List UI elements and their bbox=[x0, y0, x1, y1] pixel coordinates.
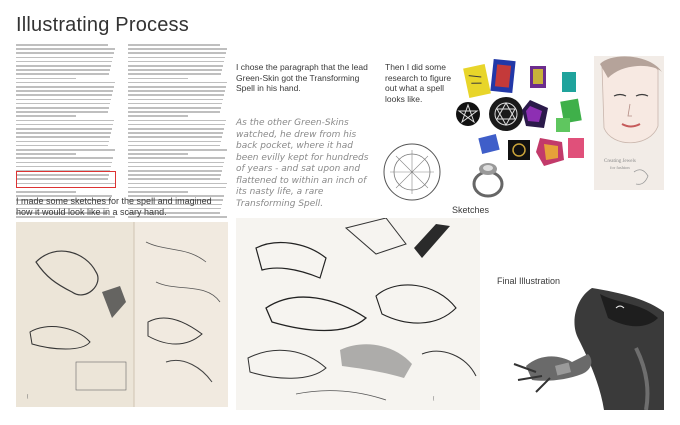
book-text-line bbox=[128, 90, 225, 92]
book-text-line bbox=[128, 52, 226, 54]
book-text-line bbox=[16, 107, 109, 109]
book-text-line bbox=[16, 90, 113, 92]
sketch-intro-caption: I made some sketches for the spell and imagined how it would look like in a scary hand. bbox=[16, 196, 212, 217]
book-text-line bbox=[128, 86, 226, 88]
book-text-line bbox=[128, 94, 224, 96]
page-title: Illustrating Process bbox=[16, 14, 189, 36]
book-text-line bbox=[128, 69, 222, 71]
book-text-line bbox=[128, 132, 223, 134]
book-text-line bbox=[128, 115, 188, 117]
book-text-line bbox=[128, 120, 226, 122]
book-text-line bbox=[128, 141, 221, 143]
book-text-line bbox=[128, 111, 220, 113]
book-text-line bbox=[128, 61, 224, 63]
book-text-line bbox=[128, 187, 226, 189]
sketch-notebook-left bbox=[16, 222, 228, 407]
book-text-line bbox=[16, 86, 114, 88]
book-text-line bbox=[128, 178, 220, 180]
book-text-line bbox=[128, 170, 222, 172]
book-text-line bbox=[16, 65, 111, 67]
svg-text:for fashion: for fashion bbox=[610, 165, 630, 170]
book-text-line bbox=[16, 52, 114, 54]
svg-text:(: ( bbox=[26, 394, 30, 400]
book-text-line bbox=[128, 44, 220, 46]
book-text-line bbox=[16, 162, 112, 164]
book-text-line bbox=[128, 57, 225, 59]
spell-research-collage bbox=[380, 56, 596, 212]
book-text-line bbox=[16, 145, 108, 147]
sketch-page-middle bbox=[236, 218, 480, 410]
paragraph-caption: I chose the paragraph that the lead Green-Skin got the Transforming Spell in his hand. bbox=[236, 62, 368, 93]
book-text-line bbox=[128, 78, 188, 80]
sketches-label: Sketches bbox=[452, 205, 490, 215]
book-text-line bbox=[16, 132, 111, 134]
reference-face-illustration bbox=[594, 56, 664, 190]
book-text-line bbox=[16, 78, 76, 80]
book-text-line bbox=[16, 44, 108, 46]
book-text-line bbox=[128, 128, 224, 130]
book-spread-image bbox=[16, 44, 228, 220]
book-text-line bbox=[16, 73, 109, 75]
book-text-line bbox=[16, 128, 112, 130]
book-text-line bbox=[128, 145, 220, 147]
book-text-line bbox=[16, 82, 115, 84]
book-text-line bbox=[128, 103, 222, 105]
final-illustration-image bbox=[496, 288, 664, 410]
svg-text:(: ( bbox=[432, 396, 436, 402]
book-text-line bbox=[16, 115, 76, 117]
book-page-left bbox=[16, 44, 116, 220]
book-text-line bbox=[128, 136, 222, 138]
book-text-line bbox=[16, 111, 108, 113]
book-text-line bbox=[128, 73, 221, 75]
book-text-line bbox=[16, 124, 113, 126]
book-text-line bbox=[16, 61, 112, 63]
svg-text:Creating Jewels: Creating Jewels bbox=[604, 159, 636, 164]
book-text-line bbox=[16, 69, 110, 71]
book-text-line bbox=[16, 149, 115, 151]
book-text-line bbox=[128, 166, 223, 168]
book-text-line bbox=[128, 82, 227, 84]
book-text-line bbox=[128, 99, 223, 101]
book-text-line bbox=[128, 157, 225, 159]
book-text-line bbox=[16, 103, 110, 105]
book-text-line bbox=[128, 124, 225, 126]
highlighted-paragraph bbox=[16, 171, 116, 188]
book-text-line bbox=[128, 107, 221, 109]
book-text-line bbox=[128, 162, 224, 164]
book-text-line bbox=[16, 153, 76, 155]
book-text-line bbox=[16, 136, 110, 138]
final-illustration-label: Final Illustration bbox=[497, 276, 561, 286]
book-page-right bbox=[128, 44, 228, 220]
book-text-line bbox=[16, 141, 109, 143]
research-caption: Then I did some research to figure out what a spell looks like. bbox=[385, 62, 452, 104]
book-text-line bbox=[128, 65, 223, 67]
book-text-line bbox=[16, 48, 115, 50]
book-text-line bbox=[128, 191, 188, 193]
book-text-line bbox=[16, 94, 112, 96]
quote-text: As the other Green-Skins watched, he drew from his back pocket, where it had been evilly kept for hundreds of years - and sat upon and flattened to within an inch of its nasty life, a rare Transforming Spell. bbox=[236, 118, 369, 209]
book-text-line bbox=[128, 174, 221, 176]
book-text-line bbox=[16, 157, 113, 159]
book-text-line bbox=[16, 99, 111, 101]
book-text-line bbox=[16, 120, 114, 122]
book-text-line bbox=[128, 153, 188, 155]
book-text-line bbox=[16, 191, 76, 193]
book-text-line bbox=[16, 166, 111, 168]
book-text-line bbox=[128, 149, 227, 151]
book-text-line bbox=[128, 183, 227, 185]
book-text-line bbox=[16, 57, 113, 59]
book-text-line bbox=[128, 48, 227, 50]
